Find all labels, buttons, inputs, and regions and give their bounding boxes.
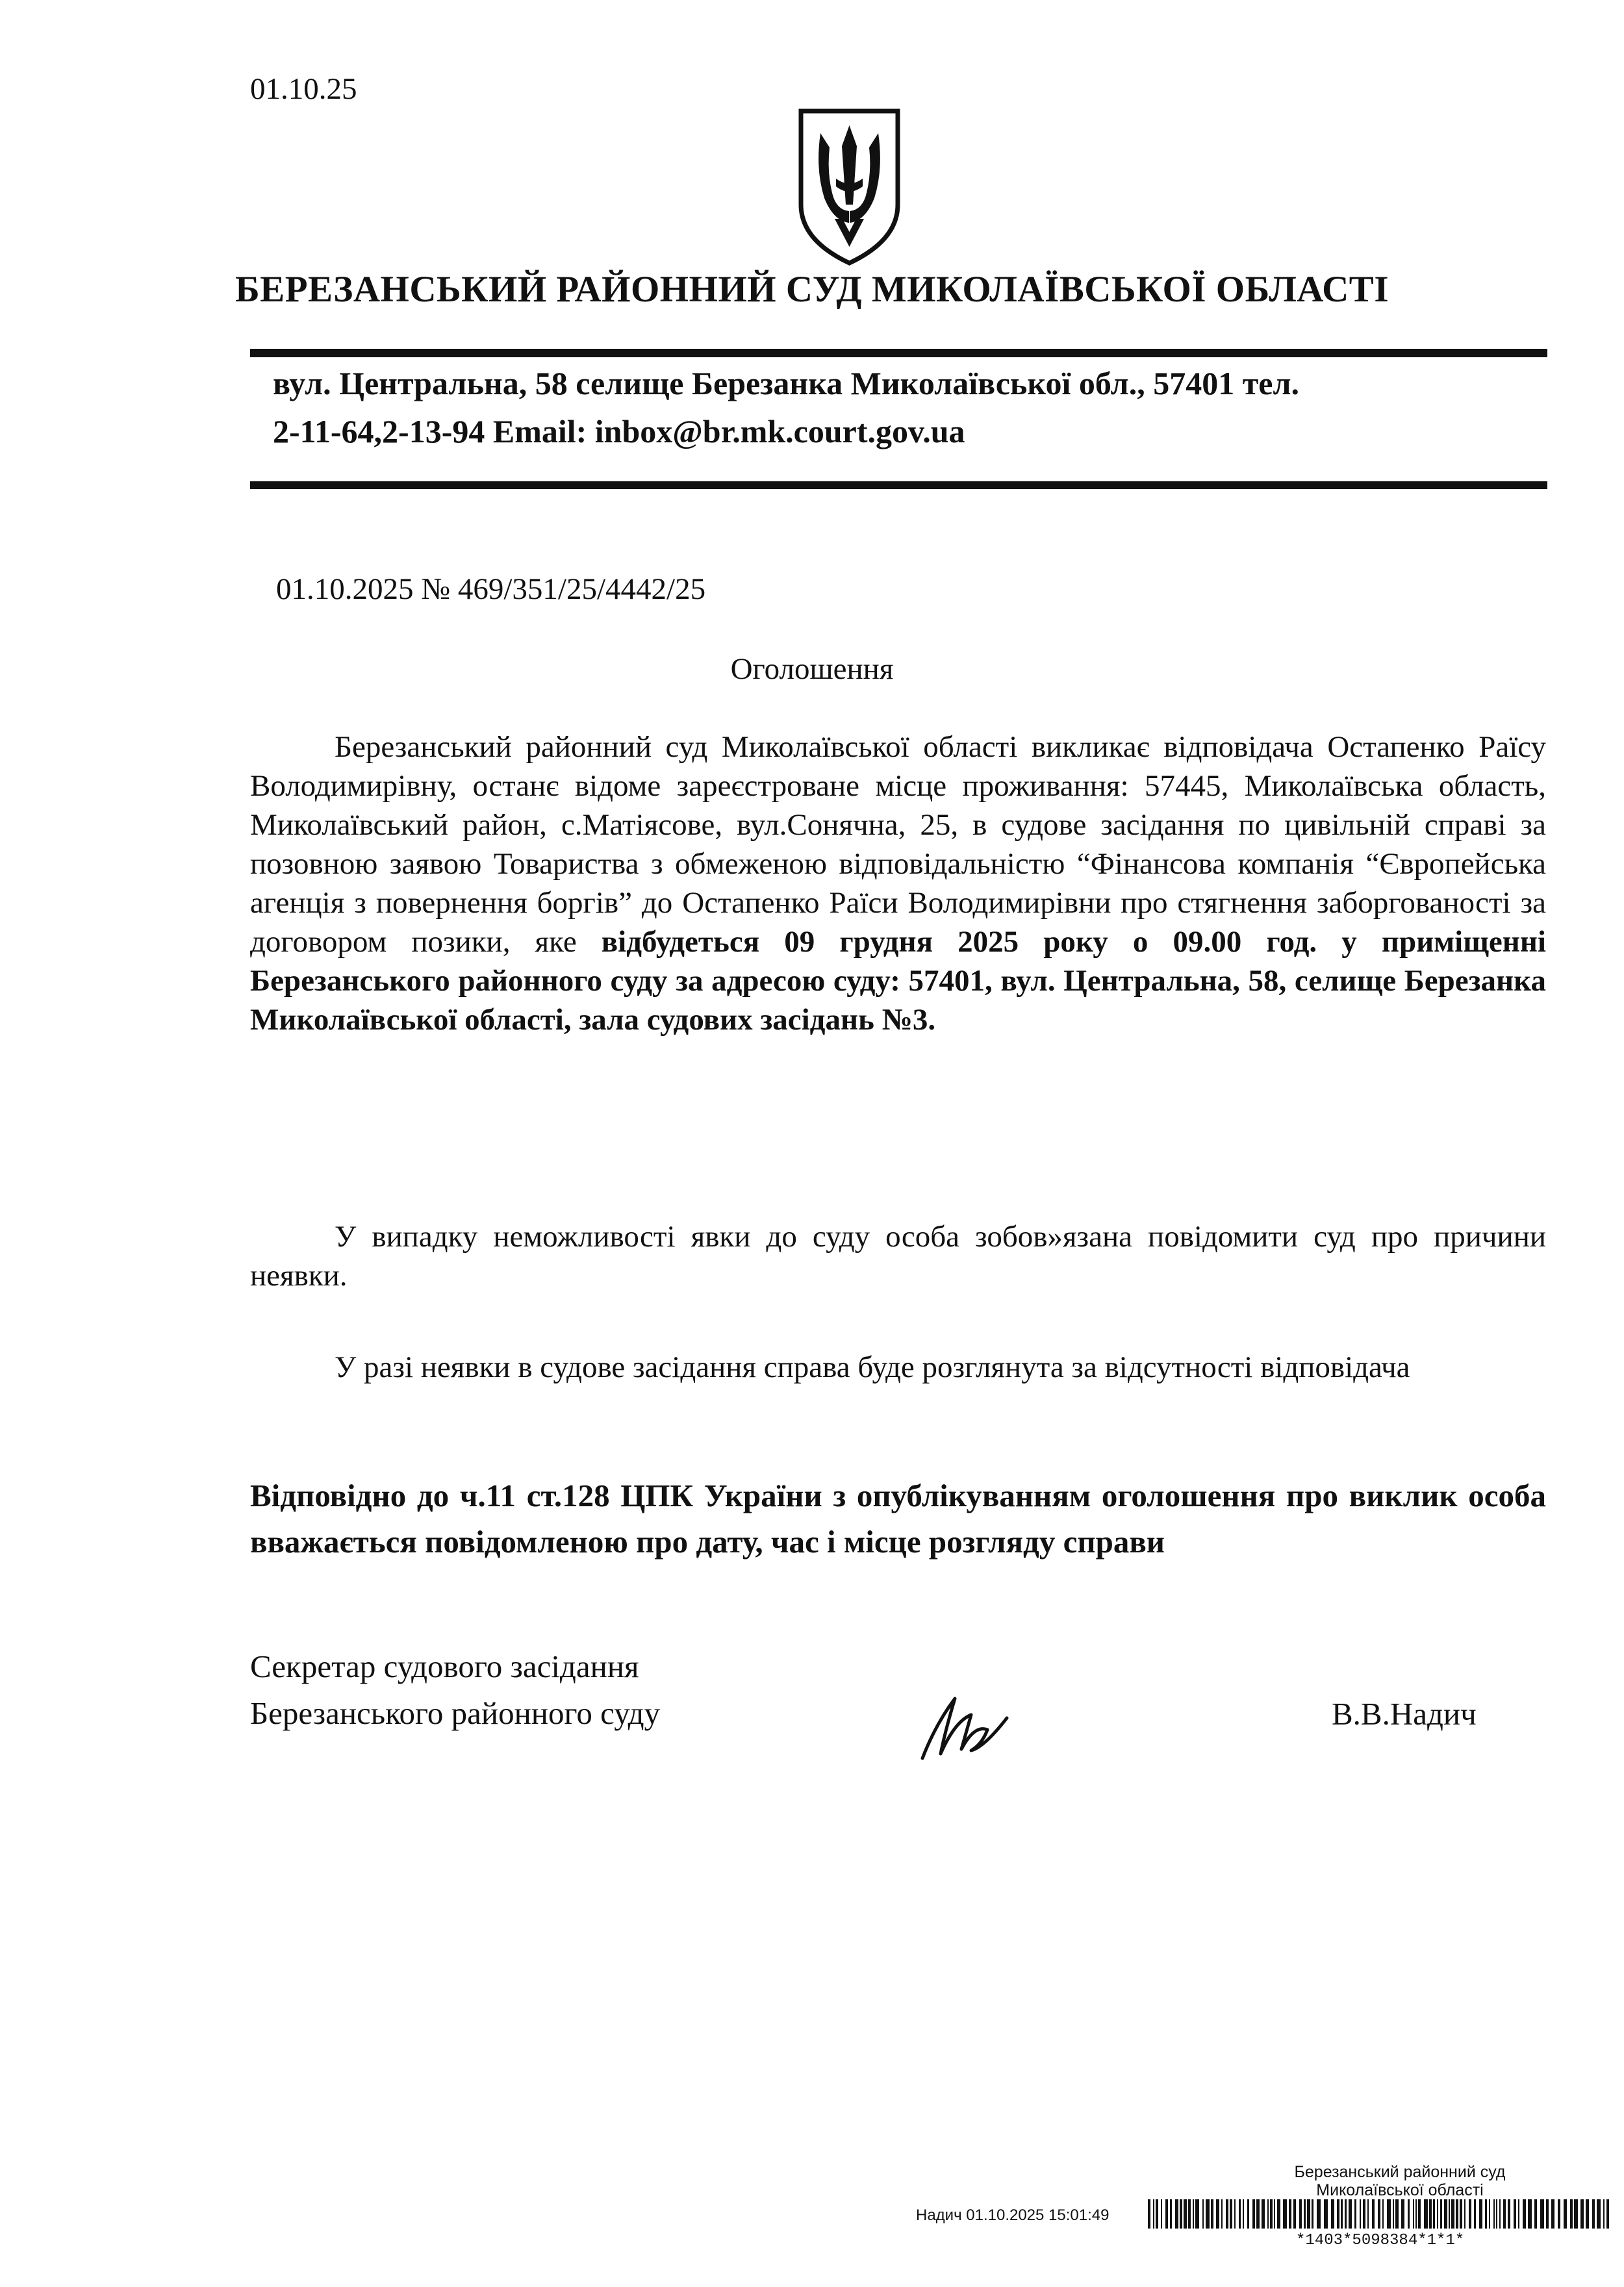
barcode-bar xyxy=(1283,2199,1287,2229)
barcode-bar xyxy=(1307,2199,1310,2229)
barcode-bar xyxy=(1489,2199,1490,2229)
legal-basis-paragraph: Відповідно до ч.11 ст.128 ЦПК України з опублікуванням оголошення про виклик особа вважається повідомленою про дату, час і місце розгляду справи xyxy=(250,1478,1546,1560)
barcode-bar xyxy=(1606,2199,1609,2229)
barcode-bar xyxy=(1331,2199,1334,2229)
signatory-title-line-1: Секретар судового засідання xyxy=(250,1649,639,1684)
barcode-bar xyxy=(1387,2199,1391,2229)
barcode-bar xyxy=(1424,2199,1428,2229)
barcode-bar xyxy=(1474,2199,1476,2229)
stamp-court-line-1: Березанський районний суд xyxy=(1294,2163,1506,2181)
barcode-bar xyxy=(1469,2199,1471,2229)
barcode-bar xyxy=(1597,2199,1601,2229)
barcode-bar xyxy=(1367,2199,1369,2229)
paragraph-text: У разі неявки в судове засідання справа буде розглянута за відсутності відповідача xyxy=(335,1350,1410,1384)
barcode-bar xyxy=(1372,2199,1375,2229)
barcode-bar xyxy=(1256,2199,1260,2229)
barcode-bar xyxy=(1592,2199,1595,2229)
barcode-bar xyxy=(1299,2199,1302,2229)
barcode-bar xyxy=(1534,2199,1537,2229)
signatory-title-line-2: Березанського районного суду xyxy=(250,1695,661,1731)
barcode-bar xyxy=(1193,2199,1194,2229)
barcode-bar xyxy=(1518,2199,1519,2229)
barcode-bar xyxy=(1324,2199,1328,2229)
stamp-court-name xyxy=(1270,2163,1530,2199)
trident-coat-of-arms-icon xyxy=(796,107,903,266)
barcode-bar xyxy=(1546,2199,1549,2229)
barcode-bar xyxy=(1341,2199,1343,2229)
barcode-bar xyxy=(1195,2199,1199,2229)
barcode-bar xyxy=(1170,2199,1172,2229)
barcode-bar xyxy=(1230,2199,1232,2229)
barcode-bar xyxy=(1401,2199,1404,2229)
barcode-bar xyxy=(1239,2199,1241,2229)
barcode-bar xyxy=(1523,2199,1526,2229)
barcode-bar xyxy=(1382,2199,1384,2229)
paragraph-text: Березанський районний суд Миколаївської області викликає відповідача Остапенко Раїсу Володимирівну, останє відоме зареєстроване місце проживання: 57445, Миколаївська область, Миколаївський район, с.Матіясове, вул.Сонячна, 25, в судове засідання по цивільній справі за позовною заявою Товариства з обмеженою відповідальністю “Фінансова компанія “Європейська агенція з повернення боргів” до Остапенко Раїси Володимирівни про стягнення заборгованості за договором позики, яке xyxy=(250,730,1546,959)
barcode-bar xyxy=(1345,2199,1347,2229)
barcode-bar xyxy=(1378,2199,1380,2229)
barcode-bar xyxy=(1277,2199,1280,2229)
barcode-bar xyxy=(1395,2199,1399,2229)
barcode-bar xyxy=(1528,2199,1532,2229)
barcode-bar xyxy=(1293,2199,1296,2229)
barcode-bar xyxy=(1499,2199,1501,2229)
barcode-bar xyxy=(1479,2199,1482,2229)
barcode-bar xyxy=(1221,2199,1223,2229)
barcode-bar xyxy=(1580,2199,1584,2229)
barcode-bar xyxy=(1496,2199,1497,2229)
barcode-bar xyxy=(1451,2199,1454,2229)
paragraph-text: У випадку неможливості явки до суду особа зобов»язана повідомити суд про причини неявки. xyxy=(250,1220,1546,1293)
barcode-bar xyxy=(1262,2199,1265,2229)
barcode-bar xyxy=(1184,2199,1187,2229)
barcode-bar xyxy=(1564,2199,1567,2229)
barcode-bar xyxy=(1206,2199,1210,2229)
barcode-bar xyxy=(1304,2199,1306,2229)
address-line-2: 2-11-64,2-13-94 Email: inbox@br.mk.court.gov.ua xyxy=(273,413,965,449)
barcode-bar xyxy=(1413,2199,1414,2229)
barcode-bar xyxy=(1337,2199,1339,2229)
barcode-bar xyxy=(1247,2199,1249,2229)
barcode-bar xyxy=(1180,2199,1182,2229)
barcode-bar xyxy=(1216,2199,1219,2229)
barcode-bar xyxy=(1460,2199,1462,2229)
barcode-bar xyxy=(1393,2199,1394,2229)
barcode xyxy=(1148,2199,1611,2229)
barcode-bar xyxy=(1243,2199,1244,2229)
barcode-bar xyxy=(1270,2199,1273,2229)
signatory-name: В.В.Надич xyxy=(1332,1696,1477,1732)
absence-notice-paragraph xyxy=(250,1217,1546,1295)
barcode-bar xyxy=(1289,2199,1291,2229)
barcode-bar xyxy=(1574,2199,1578,2229)
barcode-bar xyxy=(1558,2199,1560,2229)
barcode-bar xyxy=(1312,2199,1313,2229)
barcode-bar xyxy=(1449,2199,1450,2229)
barcode-bar xyxy=(1433,2199,1435,2229)
barcode-bar xyxy=(1440,2199,1442,2229)
announcement-paragraph xyxy=(250,727,1546,1039)
barcode-bar xyxy=(1234,2199,1236,2229)
barcode-bar xyxy=(1188,2199,1191,2229)
court-title: БЕРЕЗАНСЬКИЙ РАЙОННИЙ СУД МИКОЛАЇВСЬКОЇ ОБЛАСТІ xyxy=(235,269,1389,310)
top-divider xyxy=(250,349,1547,357)
barcode-bar xyxy=(1540,2199,1544,2229)
document-heading: Оголошення xyxy=(730,652,894,686)
barcode-bar xyxy=(1211,2199,1213,2229)
corner-date: 01.10.25 xyxy=(250,72,357,106)
barcode-bar xyxy=(1437,2199,1438,2229)
barcode-bar xyxy=(1508,2199,1510,2229)
barcode-bar xyxy=(1148,2199,1150,2229)
barcode-bar xyxy=(1603,2199,1605,2229)
handwritten-signature xyxy=(909,1686,1017,1763)
barcode-bar xyxy=(1485,2199,1487,2229)
barcode-bar xyxy=(1551,2199,1554,2229)
barcode-bar xyxy=(1165,2199,1168,2229)
barcode-bar xyxy=(1360,2199,1361,2229)
barcode-bar xyxy=(1175,2199,1178,2229)
barcode-bar xyxy=(1153,2199,1154,2229)
barcode-bar xyxy=(1226,2199,1228,2229)
barcode-bar xyxy=(1267,2199,1269,2229)
barcode-bar xyxy=(1444,2199,1447,2229)
barcode-bar xyxy=(1274,2199,1275,2229)
barcode-bar xyxy=(1418,2199,1421,2229)
barcode-bar xyxy=(1349,2199,1352,2229)
barcode-bar xyxy=(1415,2199,1417,2229)
address-line-1: вул. Центральна, 58 селище Березанка Миколаївської обл., 57401 тел. xyxy=(273,365,1300,401)
stamp-meta: Надич 01.10.2025 15:01:49 xyxy=(916,2206,1110,2224)
default-hearing-paragraph xyxy=(250,1348,1546,1387)
barcode-bar xyxy=(1493,2199,1495,2229)
barcode-bar xyxy=(1317,2199,1321,2229)
court-address xyxy=(273,359,1494,455)
barcode-bar xyxy=(1456,2199,1458,2229)
barcode-bar xyxy=(1156,2199,1158,2229)
bottom-divider xyxy=(250,481,1547,489)
barcode-bar xyxy=(1202,2199,1204,2229)
signatory-title xyxy=(250,1643,660,1737)
barcode-bar xyxy=(1464,2199,1465,2229)
barcode-bar xyxy=(1429,2199,1432,2229)
barcode-bar xyxy=(1408,2199,1410,2229)
barcode-bar xyxy=(1586,2199,1589,2229)
barcode-bar xyxy=(1252,2199,1255,2229)
barcode-bar xyxy=(1363,2199,1365,2229)
registration-number: 01.10.2025 № 469/351/25/4442/25 xyxy=(276,572,706,606)
stamp-court-line-2: Миколаївської області xyxy=(1316,2181,1484,2199)
barcode-number: *1403*5098384*1*1* xyxy=(1296,2232,1465,2249)
barcode-bar xyxy=(1354,2199,1356,2229)
barcode-bar xyxy=(1570,2199,1573,2229)
barcode-bar xyxy=(1503,2199,1506,2229)
barcode-bar xyxy=(1161,2199,1162,2229)
barcode-bar xyxy=(1514,2199,1516,2229)
hearing-details: відбудеться 09 грудня 2025 року о 09.00 год. у приміщенні Березанського районного суду за адресою суду: 57401, вул. Центральна, 58, селище Березанка Миколаївської області, зала судових засідань №3. xyxy=(250,925,1546,1037)
